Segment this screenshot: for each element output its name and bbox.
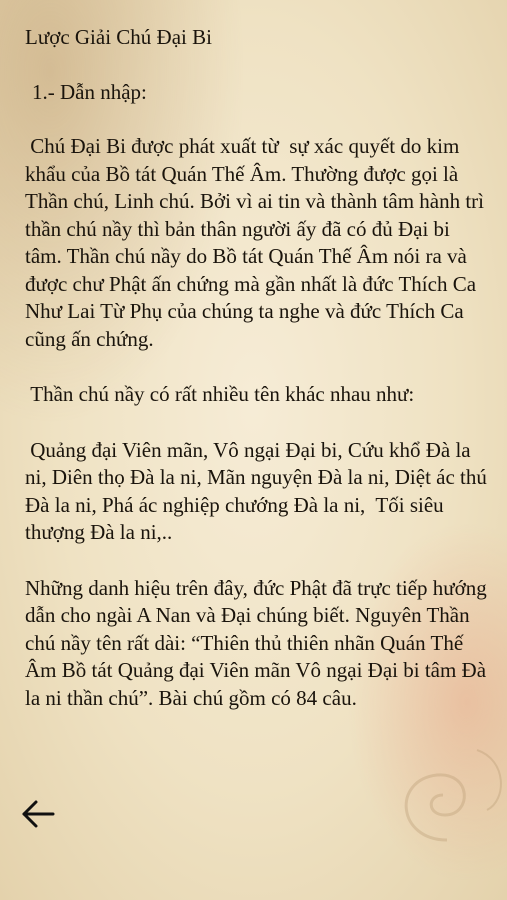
paragraph-2: Thần chú nầy có rất nhiều tên khác nhau như: <box>25 382 415 406</box>
paragraph-4: Những danh hiệu trên đây, đức Phật đã trực tiếp hướng dẫn cho ngài A Nan và Đại chúng biết. Nguyên Thần chú nầy tên rất dài: “Thiên thủ thiên nhãn Quán Thế Âm Bồ tát Quảng đại Viên mãn Vô ngại Đại bi tâm Đà la ni thần chú”. Bài chú gồm có 84 câu. <box>25 575 492 710</box>
page-title: Lược Giải Chú Đại Bi <box>25 25 212 49</box>
section-heading: 1.- Dẫn nhập: <box>32 79 147 104</box>
paragraph-1: Chú Đại Bi được phát xuất từ sự xác quyết do kim khẩu của Bồ tát Quán Thế Âm. Thường được gọi là Thần chú, Linh chú. Bởi vì ai tin và thành tâm hành trì thần chú nầy thì bản thân người ấy đã có đủ Đại bi tâm. Thần chú nầy do Bồ tát Quán Thế Âm nói ra và được chư Phật ấn chứng mà gần nhất là đức Thích Ca Như Lai Từ Phụ của chúng ta nghe và đức Thích Ca cũng ấn chứng. <box>25 134 490 351</box>
arrow-left-icon <box>20 798 56 830</box>
back-button[interactable] <box>20 798 56 830</box>
reader-content <box>25 24 493 712</box>
paragraph-3: Quảng đại Viên mãn, Vô ngại Đại bi, Cứu khổ Đà la ni, Diên thọ Đà la ni, Mãn nguyện Đà la ni, Diệt ác thú Đà la ni, Phá ác nghiệp chướng Đà la ni, Tối siêu thượng Đà la ni,.. <box>25 437 493 544</box>
decorative-swirl <box>377 720 507 860</box>
